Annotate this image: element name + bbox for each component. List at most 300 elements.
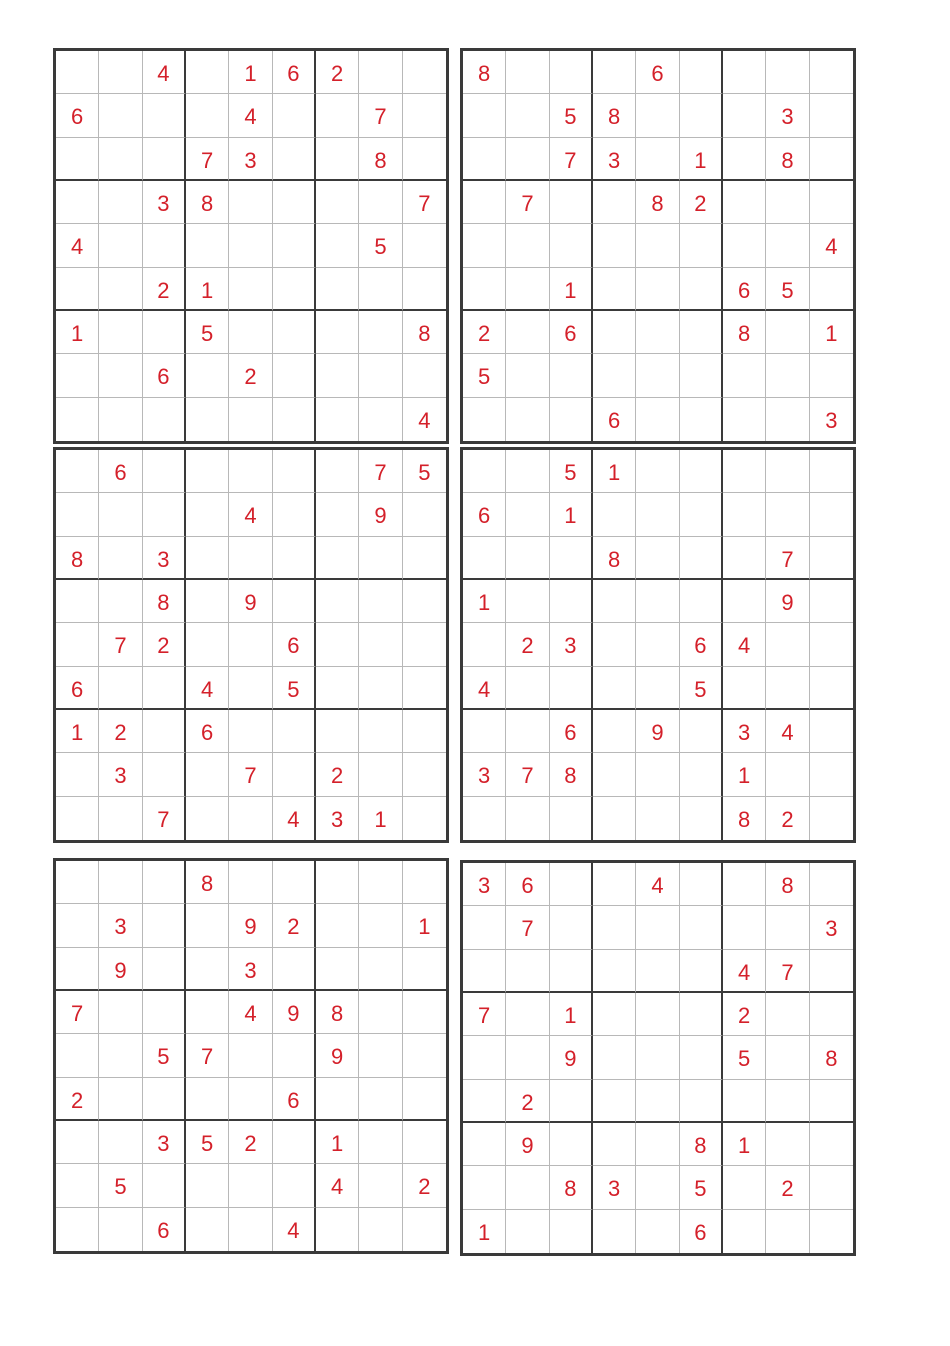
cell-digit: 6 bbox=[287, 61, 300, 86]
sudoku-cell bbox=[593, 1036, 636, 1079]
sudoku-cell bbox=[403, 861, 446, 904]
sudoku-cell bbox=[463, 950, 506, 993]
cell-digit: 5 bbox=[781, 277, 794, 303]
sudoku-cell bbox=[359, 311, 402, 354]
sudoku-cell bbox=[273, 181, 316, 224]
sudoku-cell bbox=[810, 1210, 853, 1253]
sudoku-cell bbox=[229, 904, 272, 947]
sudoku-cell bbox=[229, 580, 272, 623]
sudoku-cell bbox=[810, 450, 853, 493]
sudoku-cell bbox=[593, 1123, 636, 1166]
sudoku-cell bbox=[680, 398, 723, 441]
sudoku-cell bbox=[723, 311, 766, 354]
sudoku-cell bbox=[359, 861, 402, 904]
sudoku-cell bbox=[143, 181, 186, 224]
sudoku-cell bbox=[463, 224, 506, 267]
sudoku-cell bbox=[463, 268, 506, 311]
cell-digit: 2 bbox=[114, 719, 127, 745]
sudoku-grid-3 bbox=[53, 447, 449, 843]
sudoku-cell bbox=[723, 493, 766, 536]
sudoku-cell bbox=[56, 51, 99, 94]
sudoku-cell bbox=[463, 138, 506, 181]
sudoku-cell bbox=[186, 948, 229, 991]
sudoku-cell bbox=[143, 51, 186, 94]
sudoku-cell bbox=[680, 580, 723, 623]
cell-digit: 7 bbox=[521, 190, 534, 216]
sudoku-cell bbox=[636, 580, 679, 623]
sudoku-cell bbox=[636, 950, 679, 993]
cell-digit: 2 bbox=[478, 320, 491, 346]
sudoku-cell bbox=[506, 797, 549, 840]
sudoku-cell bbox=[680, 710, 723, 753]
sudoku-cell bbox=[810, 398, 853, 441]
sudoku-cell bbox=[550, 580, 593, 623]
cell-digit: 1 bbox=[738, 1132, 751, 1158]
sudoku-cell bbox=[99, 797, 142, 840]
sudoku-cell bbox=[593, 268, 636, 311]
sudoku-cell bbox=[186, 537, 229, 580]
cell-digit: 3 bbox=[608, 147, 621, 173]
sudoku-cell bbox=[723, 94, 766, 137]
sudoku-cell bbox=[593, 224, 636, 267]
sudoku-cell bbox=[273, 580, 316, 623]
sudoku-cell bbox=[723, 1166, 766, 1209]
sudoku-cell bbox=[186, 354, 229, 397]
sudoku-cell bbox=[143, 861, 186, 904]
sudoku-cell bbox=[56, 268, 99, 311]
cell-digit: 5 bbox=[694, 1176, 707, 1202]
sudoku-cell bbox=[810, 863, 853, 906]
cell-digit: 7 bbox=[71, 1000, 84, 1026]
sudoku-cell bbox=[403, 181, 446, 224]
sudoku-cell bbox=[229, 1078, 272, 1121]
sudoku-cell bbox=[723, 1210, 766, 1253]
sudoku-cell bbox=[403, 991, 446, 1034]
sudoku-cell bbox=[766, 398, 809, 441]
sudoku-cell bbox=[143, 580, 186, 623]
sudoku-cell bbox=[636, 354, 679, 397]
sudoku-cell bbox=[359, 1121, 402, 1164]
cell-digit: 3 bbox=[114, 763, 127, 789]
sudoku-cell bbox=[359, 138, 402, 181]
sudoku-cell bbox=[506, 1036, 549, 1079]
sudoku-cell bbox=[316, 1208, 359, 1251]
cell-digit: 1 bbox=[374, 806, 387, 832]
sudoku-cell bbox=[186, 138, 229, 181]
sudoku-cell bbox=[506, 493, 549, 536]
cell-digit: 6 bbox=[608, 407, 621, 433]
sudoku-cell bbox=[99, 861, 142, 904]
sudoku-cell bbox=[229, 51, 272, 94]
sudoku-cell bbox=[359, 580, 402, 623]
sudoku-cell bbox=[506, 580, 549, 623]
sudoku-cell bbox=[463, 181, 506, 224]
sudoku-cell bbox=[550, 1080, 593, 1123]
sudoku-cell bbox=[403, 904, 446, 947]
cell-digit: 1 bbox=[331, 1130, 344, 1156]
sudoku-cell bbox=[99, 904, 142, 947]
cell-digit: 6 bbox=[157, 1217, 170, 1243]
sudoku-cell bbox=[766, 224, 809, 267]
sudoku-cell bbox=[99, 51, 142, 94]
sudoku-cell bbox=[680, 863, 723, 906]
sudoku-cell bbox=[506, 311, 549, 354]
sudoku-cell bbox=[359, 398, 402, 441]
cell-digit: 6 bbox=[71, 676, 84, 702]
sudoku-cell bbox=[636, 398, 679, 441]
cell-digit: 2 bbox=[157, 277, 170, 303]
cell-digit: 6 bbox=[114, 460, 127, 485]
cell-digit: 1 bbox=[564, 503, 577, 529]
cell-digit: 3 bbox=[244, 147, 257, 173]
sudoku-cell bbox=[593, 1166, 636, 1209]
sudoku-cell bbox=[229, 537, 272, 580]
sudoku-cell bbox=[636, 493, 679, 536]
sudoku-cell bbox=[766, 950, 809, 993]
cell-digit: 8 bbox=[564, 763, 577, 789]
sudoku-cell bbox=[550, 950, 593, 993]
sudoku-cell bbox=[316, 493, 359, 536]
sudoku-cell bbox=[56, 904, 99, 947]
sudoku-cell bbox=[186, 623, 229, 666]
sudoku-cell bbox=[99, 1078, 142, 1121]
cell-digit: 9 bbox=[651, 719, 664, 745]
sudoku-cell bbox=[316, 797, 359, 840]
sudoku-cell bbox=[506, 1123, 549, 1166]
sudoku-cell bbox=[593, 138, 636, 181]
sudoku-cell bbox=[766, 537, 809, 580]
sudoku-cell bbox=[359, 753, 402, 796]
sudoku-cell bbox=[463, 580, 506, 623]
sudoku-cell bbox=[636, 94, 679, 137]
sudoku-cell bbox=[550, 354, 593, 397]
sudoku-cell bbox=[636, 181, 679, 224]
sudoku-cell bbox=[680, 1080, 723, 1123]
sudoku-cell bbox=[636, 623, 679, 666]
sudoku-cell bbox=[229, 623, 272, 666]
sudoku-cell bbox=[359, 224, 402, 267]
sudoku-cell bbox=[273, 861, 316, 904]
cell-digit: 6 bbox=[287, 633, 300, 659]
sudoku-cell bbox=[766, 710, 809, 753]
sudoku-cell bbox=[766, 450, 809, 493]
sudoku-cell bbox=[723, 667, 766, 710]
sudoku-cell bbox=[506, 450, 549, 493]
sudoku-cell bbox=[229, 797, 272, 840]
sudoku-cell bbox=[593, 398, 636, 441]
sudoku-cell bbox=[359, 991, 402, 1034]
sudoku-cell bbox=[229, 94, 272, 137]
sudoku-cell bbox=[636, 753, 679, 796]
sudoku-cell bbox=[56, 861, 99, 904]
cell-digit: 8 bbox=[651, 190, 664, 216]
sudoku-cell bbox=[403, 710, 446, 753]
sudoku-cell bbox=[463, 450, 506, 493]
sudoku-cell bbox=[766, 906, 809, 949]
sudoku-cell bbox=[99, 753, 142, 796]
cell-digit: 4 bbox=[244, 503, 257, 529]
sudoku-cell bbox=[636, 667, 679, 710]
sudoku-cell bbox=[810, 1080, 853, 1123]
sudoku-cell bbox=[680, 906, 723, 949]
sudoku-cell bbox=[550, 1166, 593, 1209]
cell-digit: 5 bbox=[374, 234, 387, 260]
sudoku-cell bbox=[229, 991, 272, 1034]
cell-digit: 7 bbox=[478, 1002, 491, 1028]
sudoku-cell bbox=[99, 537, 142, 580]
sudoku-cell bbox=[186, 268, 229, 311]
sudoku-cell bbox=[186, 450, 229, 493]
sudoku-cell bbox=[56, 1034, 99, 1077]
sudoku-grid-5 bbox=[53, 858, 449, 1254]
sudoku-cell bbox=[143, 1078, 186, 1121]
sudoku-cell bbox=[56, 354, 99, 397]
sudoku-cell bbox=[723, 993, 766, 1036]
sudoku-cell bbox=[99, 580, 142, 623]
sudoku-cell bbox=[766, 51, 809, 94]
sudoku-cell bbox=[593, 667, 636, 710]
cell-digit: 3 bbox=[608, 1176, 621, 1202]
sudoku-cell bbox=[143, 94, 186, 137]
cell-digit: 6 bbox=[564, 320, 577, 346]
sudoku-cell bbox=[810, 268, 853, 311]
sudoku-cell bbox=[636, 863, 679, 906]
sudoku-cell bbox=[506, 950, 549, 993]
sudoku-cell bbox=[316, 398, 359, 441]
sudoku-cell bbox=[143, 1121, 186, 1164]
sudoku-cell bbox=[766, 1210, 809, 1253]
sudoku-cell bbox=[56, 311, 99, 354]
sudoku-cell bbox=[56, 450, 99, 493]
sudoku-cell bbox=[506, 667, 549, 710]
sudoku-cell bbox=[593, 311, 636, 354]
sudoku-cell bbox=[359, 181, 402, 224]
sudoku-cell bbox=[810, 580, 853, 623]
cell-digit: 9 bbox=[781, 589, 794, 615]
sudoku-cell bbox=[273, 224, 316, 267]
sudoku-cell bbox=[636, 537, 679, 580]
sudoku-cell bbox=[56, 138, 99, 181]
sudoku-cell bbox=[273, 354, 316, 397]
sudoku-cell bbox=[316, 224, 359, 267]
sudoku-cell bbox=[810, 493, 853, 536]
sudoku-cell bbox=[273, 904, 316, 947]
sudoku-cell bbox=[316, 181, 359, 224]
sudoku-cell bbox=[680, 94, 723, 137]
cell-digit: 7 bbox=[781, 546, 794, 572]
cell-digit: 7 bbox=[418, 190, 431, 216]
sudoku-cell bbox=[506, 906, 549, 949]
sudoku-cell bbox=[359, 623, 402, 666]
sudoku-grid-2 bbox=[460, 48, 856, 444]
sudoku-cell bbox=[550, 753, 593, 796]
sudoku-cell bbox=[316, 753, 359, 796]
sudoku-cell bbox=[143, 1034, 186, 1077]
cell-digit: 8 bbox=[738, 806, 751, 832]
sudoku-cell bbox=[56, 537, 99, 580]
cell-digit: 8 bbox=[201, 871, 214, 896]
sudoku-cell bbox=[56, 710, 99, 753]
cell-digit: 5 bbox=[201, 1130, 214, 1156]
sudoku-cell bbox=[506, 354, 549, 397]
sudoku-cell bbox=[506, 181, 549, 224]
sudoku-cell bbox=[143, 1164, 186, 1207]
sudoku-cell bbox=[143, 991, 186, 1034]
sudoku-cell bbox=[403, 1121, 446, 1164]
cell-digit: 2 bbox=[287, 914, 300, 940]
cell-digit: 4 bbox=[244, 1000, 257, 1026]
cell-digit: 4 bbox=[478, 676, 491, 702]
sudoku-cell bbox=[636, 51, 679, 94]
cell-digit: 4 bbox=[201, 676, 214, 702]
sudoku-cell bbox=[766, 1123, 809, 1166]
sudoku-cell bbox=[273, 1164, 316, 1207]
sudoku-cell bbox=[273, 51, 316, 94]
cell-digit: 1 bbox=[564, 1002, 577, 1028]
sudoku-cell bbox=[463, 94, 506, 137]
sudoku-cell bbox=[316, 311, 359, 354]
sudoku-cell bbox=[723, 863, 766, 906]
sudoku-cell bbox=[506, 138, 549, 181]
sudoku-cell bbox=[186, 1078, 229, 1121]
sudoku-cell bbox=[463, 1036, 506, 1079]
cell-digit: 2 bbox=[781, 806, 794, 832]
sudoku-cell bbox=[810, 311, 853, 354]
sudoku-cell bbox=[636, 797, 679, 840]
cell-digit: 4 bbox=[157, 61, 170, 86]
sudoku-cell bbox=[723, 138, 766, 181]
sudoku-cell bbox=[186, 94, 229, 137]
cell-digit: 5 bbox=[418, 460, 431, 485]
sudoku-cell bbox=[186, 861, 229, 904]
sudoku-cell bbox=[229, 667, 272, 710]
sudoku-cell bbox=[273, 450, 316, 493]
cell-digit: 1 bbox=[825, 320, 838, 346]
cell-digit: 4 bbox=[244, 104, 257, 130]
sudoku-cell bbox=[403, 94, 446, 137]
sudoku-cell bbox=[99, 181, 142, 224]
sudoku-cell bbox=[680, 623, 723, 666]
cell-digit: 9 bbox=[564, 1046, 577, 1072]
sudoku-cell bbox=[359, 493, 402, 536]
sudoku-cell bbox=[143, 138, 186, 181]
sudoku-cell bbox=[680, 1166, 723, 1209]
sudoku-cell bbox=[550, 623, 593, 666]
sudoku-cell bbox=[593, 797, 636, 840]
cell-digit: 3 bbox=[114, 914, 127, 940]
sudoku-cell bbox=[593, 181, 636, 224]
sudoku-cell bbox=[56, 623, 99, 666]
cell-digit: 7 bbox=[374, 104, 387, 130]
sudoku-cell bbox=[593, 1210, 636, 1253]
sudoku-cell bbox=[99, 138, 142, 181]
sudoku-cell bbox=[186, 493, 229, 536]
sudoku-cell bbox=[766, 493, 809, 536]
cell-digit: 7 bbox=[521, 763, 534, 789]
sudoku-cell bbox=[99, 94, 142, 137]
sudoku-cell bbox=[273, 667, 316, 710]
cell-digit: 7 bbox=[374, 460, 387, 485]
sudoku-cell bbox=[550, 1123, 593, 1166]
sudoku-cell bbox=[766, 797, 809, 840]
sudoku-cell bbox=[143, 224, 186, 267]
sudoku-cell bbox=[186, 580, 229, 623]
sudoku-cell bbox=[403, 667, 446, 710]
cell-digit: 3 bbox=[738, 719, 751, 745]
sudoku-cell bbox=[56, 1121, 99, 1164]
sudoku-cell bbox=[723, 950, 766, 993]
cell-digit: 8 bbox=[608, 104, 621, 130]
sudoku-cell bbox=[723, 224, 766, 267]
sudoku-cell bbox=[463, 753, 506, 796]
sudoku-cell bbox=[723, 398, 766, 441]
sudoku-cell bbox=[636, 138, 679, 181]
sudoku-cell bbox=[273, 94, 316, 137]
sudoku-cell bbox=[99, 450, 142, 493]
sudoku-cell bbox=[636, 450, 679, 493]
sudoku-cell bbox=[463, 993, 506, 1036]
sudoku-cell bbox=[316, 904, 359, 947]
sudoku-cell bbox=[723, 753, 766, 796]
sudoku-cell bbox=[403, 753, 446, 796]
sudoku-cell bbox=[403, 450, 446, 493]
cell-digit: 1 bbox=[608, 460, 621, 485]
sudoku-cell bbox=[143, 753, 186, 796]
sudoku-cell bbox=[506, 1080, 549, 1123]
sudoku-cell bbox=[723, 354, 766, 397]
sudoku-cell bbox=[359, 537, 402, 580]
cell-digit: 7 bbox=[201, 1044, 214, 1070]
cell-digit: 9 bbox=[331, 1044, 344, 1070]
sudoku-cell bbox=[186, 710, 229, 753]
sudoku-cell bbox=[56, 181, 99, 224]
sudoku-cell bbox=[810, 797, 853, 840]
sudoku-cell bbox=[723, 797, 766, 840]
sudoku-cell bbox=[316, 1078, 359, 1121]
sudoku-cell bbox=[506, 1166, 549, 1209]
cell-digit: 6 bbox=[651, 61, 664, 86]
sudoku-cell bbox=[463, 493, 506, 536]
sudoku-cell bbox=[723, 450, 766, 493]
sudoku-cell bbox=[550, 138, 593, 181]
cell-digit: 8 bbox=[608, 546, 621, 572]
sudoku-cell bbox=[316, 268, 359, 311]
sudoku-cell bbox=[143, 493, 186, 536]
cell-digit: 1 bbox=[478, 1219, 491, 1245]
sudoku-cell bbox=[316, 94, 359, 137]
cell-digit: 7 bbox=[244, 763, 257, 789]
sudoku-cell bbox=[810, 537, 853, 580]
sudoku-cell bbox=[593, 753, 636, 796]
cell-digit: 1 bbox=[738, 763, 751, 789]
sudoku-cell bbox=[99, 268, 142, 311]
sudoku-cell bbox=[506, 398, 549, 441]
sudoku-cell bbox=[99, 991, 142, 1034]
cell-digit: 4 bbox=[418, 407, 431, 433]
sudoku-cell bbox=[593, 94, 636, 137]
sudoku-cell bbox=[99, 1164, 142, 1207]
sudoku-cell bbox=[810, 1166, 853, 1209]
sudoku-cell bbox=[550, 1210, 593, 1253]
cell-digit: 8 bbox=[331, 1000, 344, 1026]
sudoku-cell bbox=[359, 1034, 402, 1077]
sudoku-cell bbox=[550, 224, 593, 267]
sudoku-cell bbox=[56, 493, 99, 536]
sudoku-cell bbox=[766, 94, 809, 137]
sudoku-cell bbox=[273, 493, 316, 536]
sudoku-cell bbox=[316, 450, 359, 493]
cell-digit: 1 bbox=[694, 147, 707, 173]
